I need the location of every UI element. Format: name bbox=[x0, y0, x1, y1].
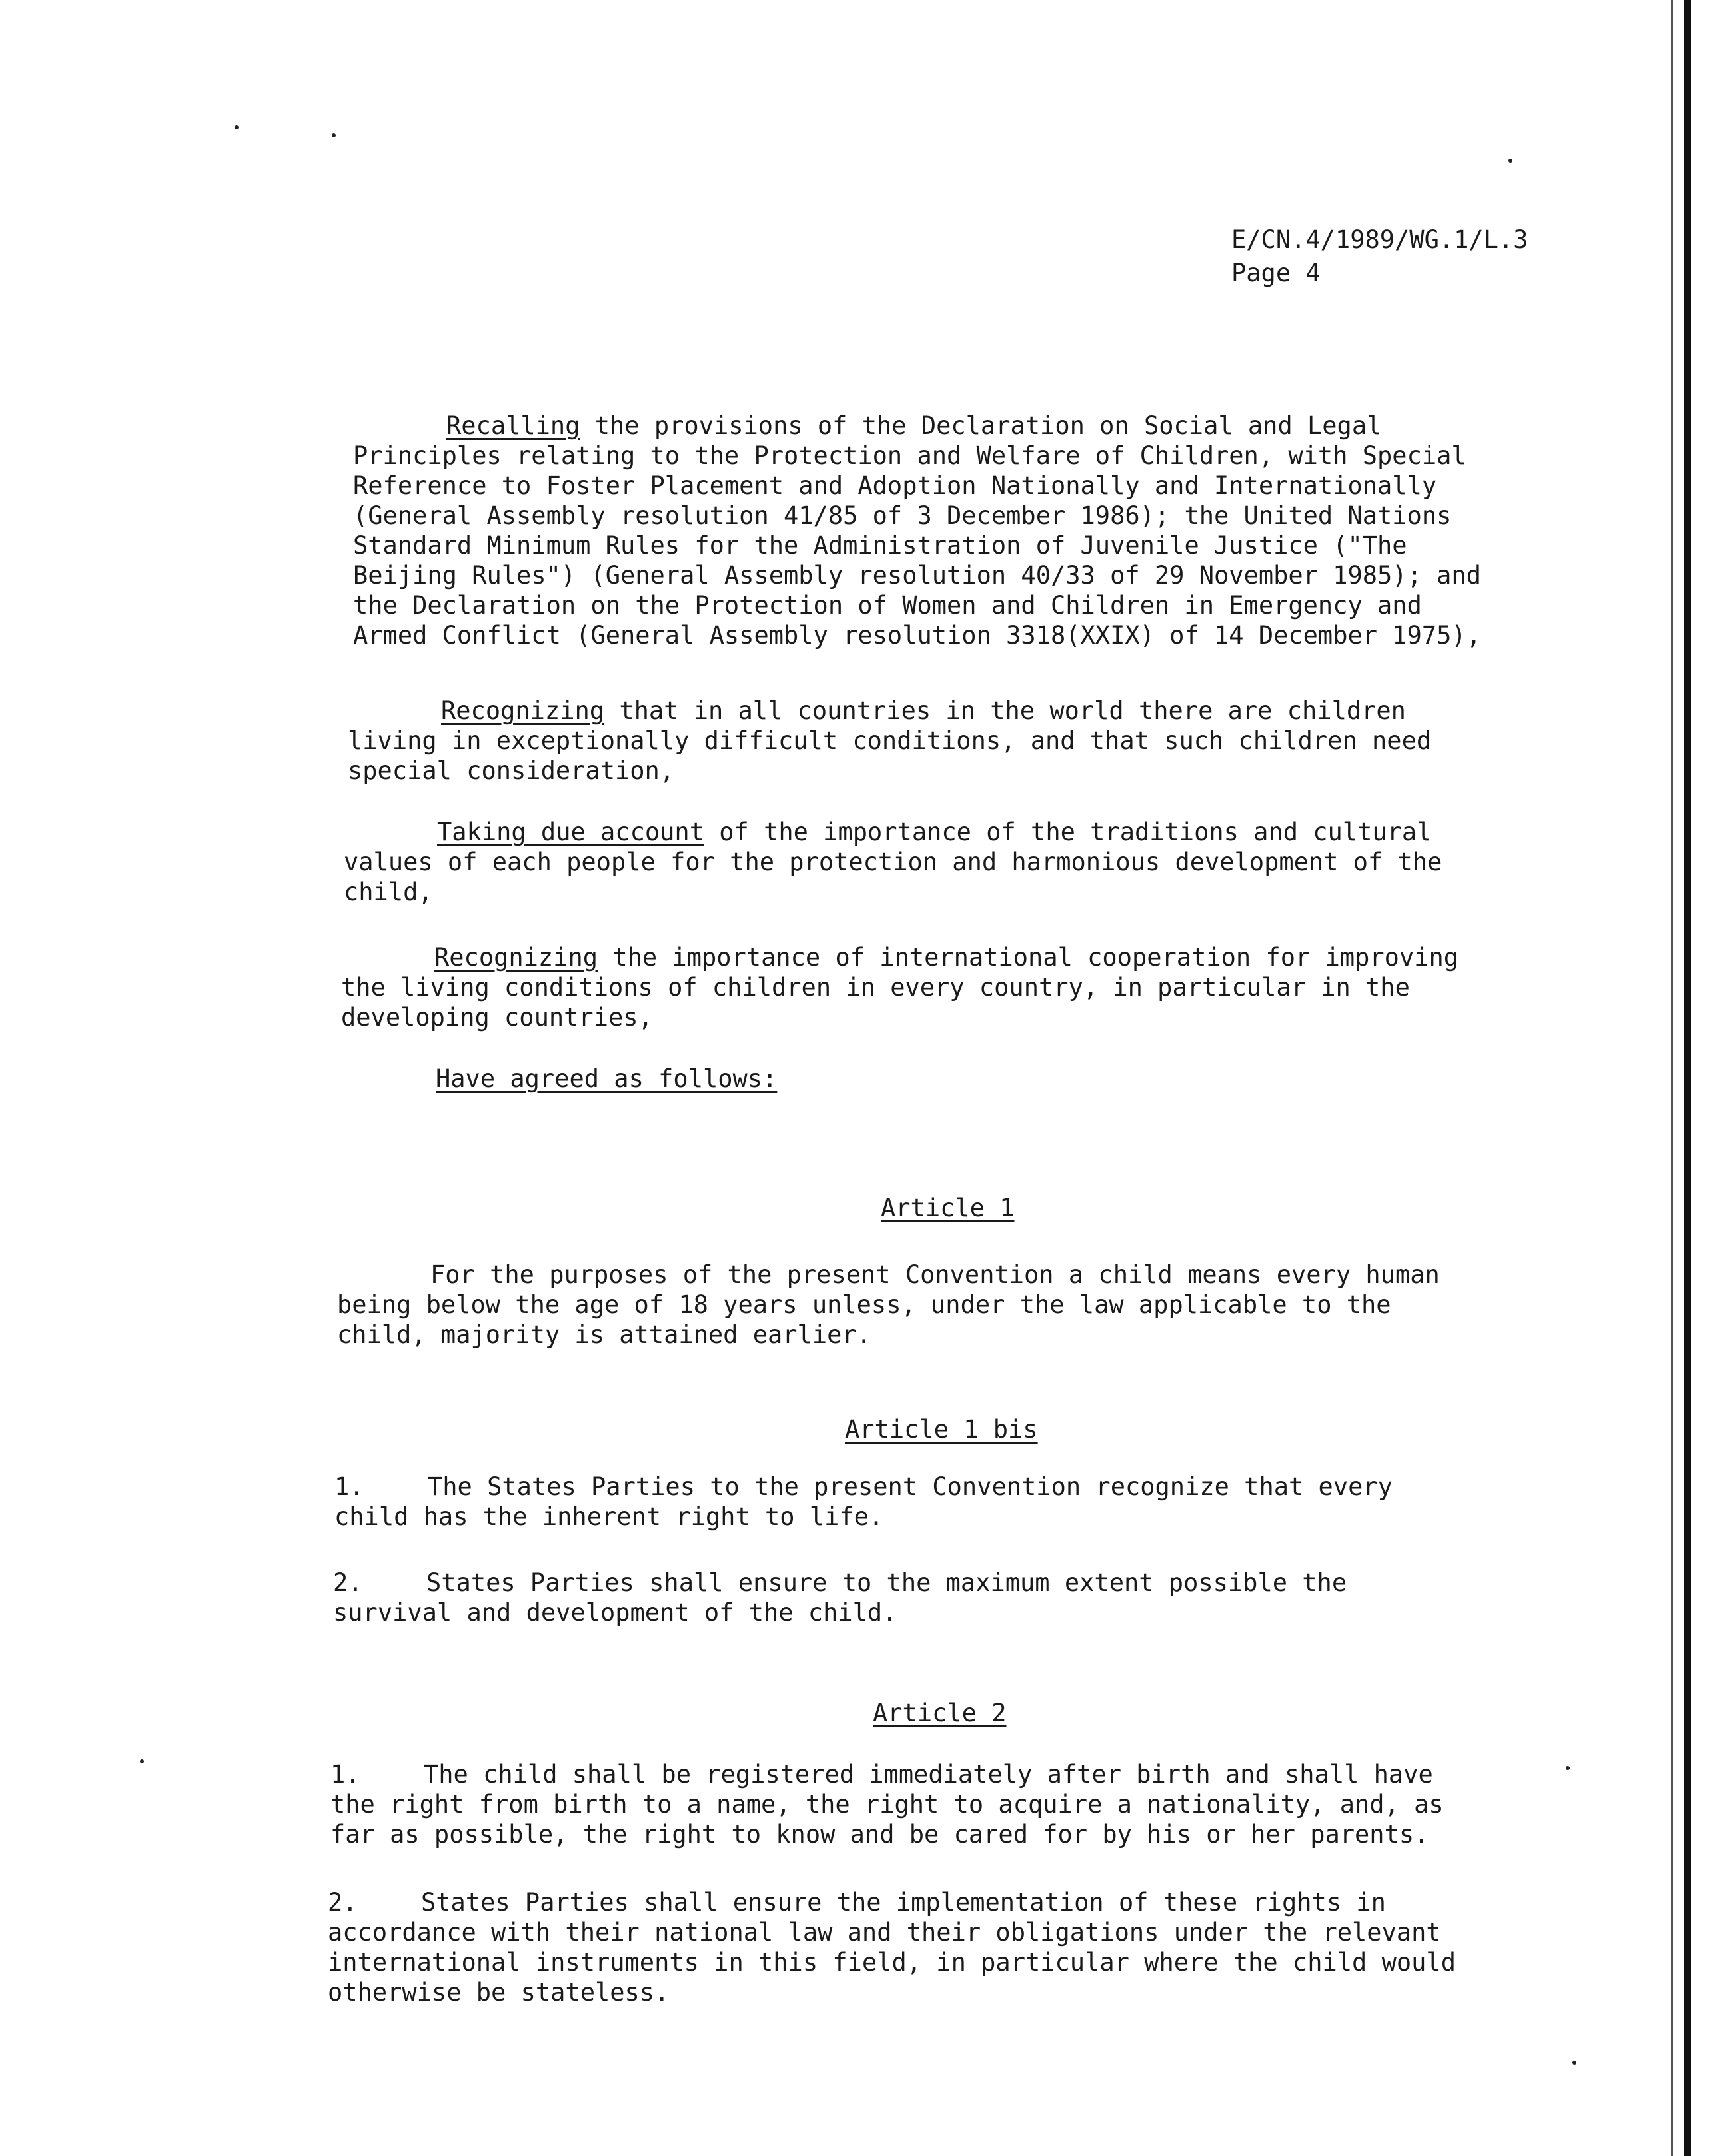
preamble-lead: Taking due account bbox=[437, 818, 704, 846]
article-2-title: Article 2 bbox=[873, 1699, 1007, 1727]
article-1-bis-item-1 bbox=[334, 1472, 1580, 1532]
article-1-text bbox=[337, 1260, 1583, 1350]
preamble-lead: Recognizing bbox=[441, 696, 605, 725]
scan-speck bbox=[1572, 2061, 1576, 2065]
agreed-statement: Have agreed as follows: bbox=[436, 1064, 778, 1093]
preamble-lead: Recalling bbox=[446, 411, 580, 440]
article-1-bis-item-2 bbox=[333, 1568, 1579, 1627]
preamble-text: the provisions of the Declaration on Social and Legal Principles relating to the Protection and Welfare of Children, with Special Reference to Foster Placement and Adoption Nationally and Internationally (General Assembly resolution 41/85 of 3 December 1986); the United Nations Standard Minimum Rules for the Administration of Juvenile Justice ("The Beijing Rules") (General Assembly resolution 40/33 of 29 November 1985); and the Declaration on the Protection of Women and Children in Emergency and Armed Conflict (General Assembly resolution 3318(XXIX) of 14 December 1975), bbox=[353, 411, 1481, 650]
item-text: States Parties shall ensure to the maximum extent possible the survival and development of the child. bbox=[333, 1568, 1347, 1627]
article-1-body: For the purposes of the present Convention a child means every human being below the age of 18 years unless, under the law applicable to the child, majority is attained earlier. bbox=[337, 1260, 1440, 1349]
item-number: 1. bbox=[334, 1472, 364, 1501]
scan-speck bbox=[332, 133, 336, 137]
article-1-title: Article 1 bbox=[881, 1194, 1015, 1222]
page-number: Page 4 bbox=[1231, 259, 1321, 287]
article-2-item-2 bbox=[328, 1887, 1574, 2007]
preamble-text: that in all countries in the world there are children living in exceptionally difficult conditions, and that such children need special consideration, bbox=[348, 696, 1432, 785]
item-text: The child shall be registered immediately after birth and shall have the right from birth to a name, the right to acquire a nationality, and, as far as possible, the right to know and be cared for by his or her parents. bbox=[330, 1760, 1444, 1849]
preamble-text: the importance of international cooperation for improving the living conditions of children in every country, in particular in the developing countries, bbox=[341, 943, 1459, 1032]
preamble-paragraph-recalling bbox=[353, 411, 1599, 650]
scan-speck bbox=[235, 125, 239, 129]
document-symbol: E/CN.4/1989/WG.1/L.3 bbox=[1231, 225, 1528, 254]
article-1-bis-title: Article 1 bis bbox=[845, 1415, 1038, 1444]
scan-edge-bar bbox=[1684, 0, 1691, 2156]
article-2-item-1 bbox=[330, 1759, 1576, 1849]
preamble-text: of the importance of the traditions and cultural values of each people for the protection and harmonious development of the child, bbox=[344, 818, 1442, 906]
item-text: States Parties shall ensure the implementation of these rights in accordance with their national law and their obligations under the relevant international instruments in this field, in particular where the child would otherwise be stateless. bbox=[328, 1888, 1456, 2007]
scan-speck bbox=[1508, 159, 1512, 163]
scan-speck bbox=[140, 1759, 144, 1763]
scan-edge-line bbox=[1671, 0, 1673, 2156]
document-header bbox=[1231, 223, 1528, 290]
item-text: The States Parties to the present Convention recognize that every child has the inherent right to life. bbox=[334, 1472, 1393, 1531]
item-number: 2. bbox=[328, 1888, 358, 1917]
preamble-paragraph-recognizing-1 bbox=[348, 696, 1594, 786]
preamble-lead: Recognizing bbox=[434, 943, 598, 972]
preamble-paragraph-taking-due-account bbox=[344, 817, 1590, 907]
preamble-paragraph-recognizing-2 bbox=[341, 942, 1587, 1032]
item-number: 2. bbox=[333, 1568, 363, 1597]
item-number: 1. bbox=[330, 1760, 360, 1789]
